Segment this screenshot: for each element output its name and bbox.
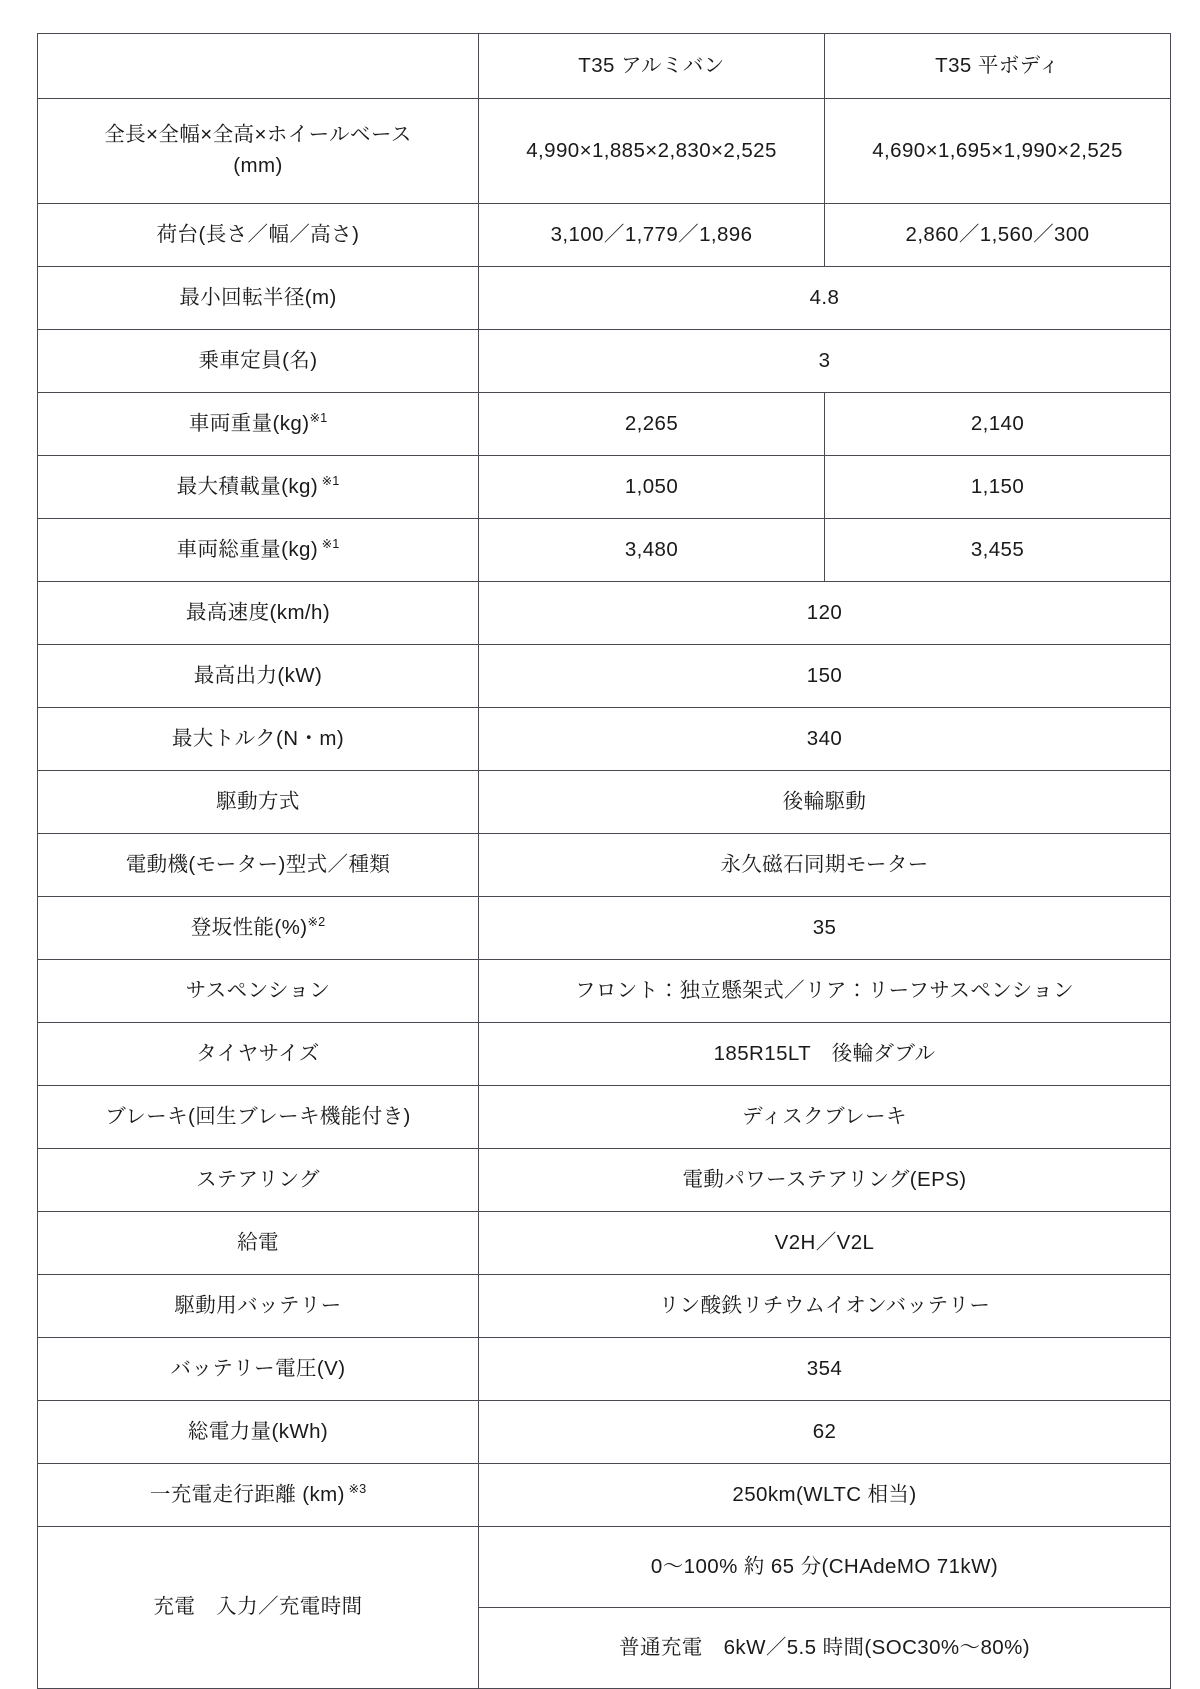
- table-row: [38, 771, 1171, 834]
- row-label-power-supply: 給電: [38, 1212, 479, 1275]
- cell-merged: 340: [479, 708, 1171, 771]
- vehicle-spec-table: [37, 33, 1171, 1689]
- cell-merged: 永久磁石同期モーター: [479, 834, 1171, 897]
- table-row: [38, 582, 1171, 645]
- cell-merged: 電動パワーステアリング(EPS): [479, 1149, 1171, 1212]
- footnote-mark-3: ※3: [348, 1480, 367, 1496]
- table-row: [38, 834, 1171, 897]
- table-row: [38, 204, 1171, 267]
- row-label-drive-type: 駆動方式: [38, 771, 479, 834]
- table-row: [38, 99, 1171, 204]
- row-label-max-speed: 最高速度(km/h): [38, 582, 479, 645]
- row-label-max-output: 最高出力(kW): [38, 645, 479, 708]
- row-label-text: 車両総重量(kg): [176, 537, 319, 561]
- footnote-mark-1: ※1: [309, 409, 328, 425]
- footnote-mark-2: ※2: [307, 913, 326, 929]
- cell-merged: 3: [479, 330, 1171, 393]
- row-label-text: 車両重量(kg): [188, 411, 310, 435]
- cell-merged: 120: [479, 582, 1171, 645]
- table-header-row: [38, 34, 1171, 99]
- cell-merged: 250km(WLTC 相当): [479, 1464, 1171, 1527]
- table-row: [38, 330, 1171, 393]
- row-label-curb-weight: [38, 393, 479, 456]
- row-label-text: 最大積載量(kg): [176, 474, 319, 498]
- cell-merged: V2H／V2L: [479, 1212, 1171, 1275]
- row-label-max-payload: [38, 456, 479, 519]
- header-blank-cell: [38, 34, 479, 99]
- row-label-max-torque: 最大トルク(N・m): [38, 708, 479, 771]
- row-label-brakes: ブレーキ(回生ブレーキ機能付き): [38, 1086, 479, 1149]
- table-row: [38, 1212, 1171, 1275]
- table-row: [38, 645, 1171, 708]
- table-row: [38, 519, 1171, 582]
- table-row: [38, 897, 1171, 960]
- row-label-battery-voltage: バッテリー電圧(V): [38, 1338, 479, 1401]
- row-label-text-line2: (mm): [233, 154, 283, 177]
- row-label-steering: ステアリング: [38, 1149, 479, 1212]
- table-row: [38, 708, 1171, 771]
- table-row: [38, 1275, 1171, 1338]
- table-row: [38, 1086, 1171, 1149]
- row-label-total-energy: 総電力量(kWh): [38, 1401, 479, 1464]
- header-model-van: T35 アルミバン: [479, 34, 825, 99]
- table-row: [38, 1023, 1171, 1086]
- cell-van: 4,990×1,885×2,830×2,525: [479, 99, 825, 204]
- cell-merged: リン酸鉄リチウムイオンバッテリー: [479, 1275, 1171, 1338]
- cell-merged: フロント：独立懸架式／リア：リーフサスペンション: [479, 960, 1171, 1023]
- table-row: [38, 1464, 1171, 1527]
- footnote-mark-1: ※1: [321, 535, 340, 551]
- cell-charging-quick: 0〜100% 約 65 分(CHAdeMO 71kW): [479, 1527, 1171, 1608]
- cell-van: 1,050: [479, 456, 825, 519]
- table-row: [38, 1401, 1171, 1464]
- row-label-driving-range: [38, 1464, 479, 1527]
- cell-van: 3,480: [479, 519, 825, 582]
- row-label-seating-capacity: 乗車定員(名): [38, 330, 479, 393]
- row-label-text: 全長×全幅×全高×ホイールベース: [104, 123, 412, 147]
- table-row: [38, 393, 1171, 456]
- footnote-mark-1: ※1: [321, 472, 340, 488]
- cell-charging-normal: 普通充電 6kW／5.5 時間(SOC30%〜80%): [479, 1608, 1171, 1689]
- row-label-text: 一充電走行距離 (km): [149, 1482, 345, 1506]
- row-label-gross-weight: [38, 519, 479, 582]
- table-row: [38, 960, 1171, 1023]
- cell-merged: 185R15LT 後輪ダブル: [479, 1023, 1171, 1086]
- cell-merged: 4.8: [479, 267, 1171, 330]
- cell-merged: 150: [479, 645, 1171, 708]
- cell-merged: ディスクブレーキ: [479, 1086, 1171, 1149]
- table-row-charging-quick: [38, 1527, 1171, 1608]
- cell-van: 2,265: [479, 393, 825, 456]
- cell-flat: 2,860／1,560／300: [825, 204, 1171, 267]
- table-row: [38, 267, 1171, 330]
- row-label-gradeability: [38, 897, 479, 960]
- row-label-text: 登坂性能(%): [190, 915, 308, 939]
- cell-merged: 後輪駆動: [479, 771, 1171, 834]
- cell-merged: 35: [479, 897, 1171, 960]
- row-label-suspension: サスペンション: [38, 960, 479, 1023]
- table-row: [38, 1338, 1171, 1401]
- header-model-flat: T35 平ボディ: [825, 34, 1171, 99]
- cell-van: 3,100／1,779／1,896: [479, 204, 825, 267]
- cell-flat: 1,150: [825, 456, 1171, 519]
- row-label-cargo-bed: 荷台(長さ／幅／高さ): [38, 204, 479, 267]
- row-label-dimensions: [38, 99, 479, 204]
- cell-flat: 4,690×1,695×1,990×2,525: [825, 99, 1171, 204]
- cell-flat: 3,455: [825, 519, 1171, 582]
- cell-flat: 2,140: [825, 393, 1171, 456]
- row-label-charging: 充電 入力／充電時間: [38, 1527, 479, 1689]
- row-label-tire-size: タイヤサイズ: [38, 1023, 479, 1086]
- cell-merged: 354: [479, 1338, 1171, 1401]
- table-row: [38, 456, 1171, 519]
- table-row: [38, 1149, 1171, 1212]
- cell-merged: 62: [479, 1401, 1171, 1464]
- row-label-motor-type: 電動機(モーター)型式／種類: [38, 834, 479, 897]
- row-label-traction-battery: 駆動用バッテリー: [38, 1275, 479, 1338]
- row-label-turning-radius: 最小回転半径(m): [38, 267, 479, 330]
